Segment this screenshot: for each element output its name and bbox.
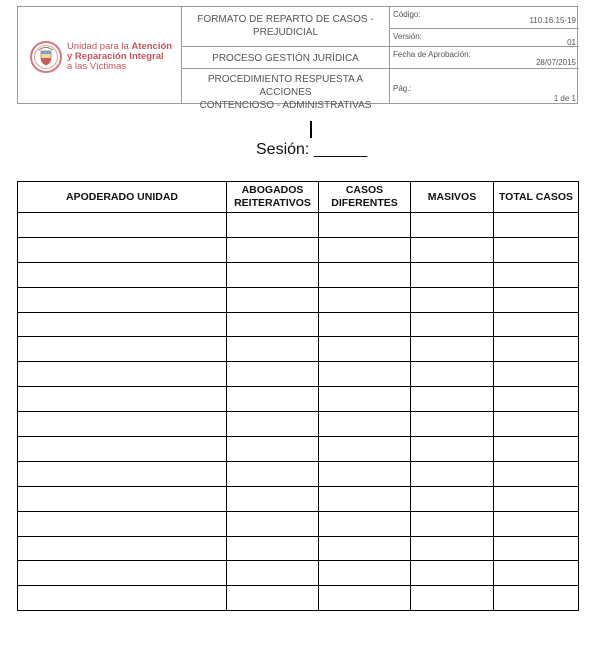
page-label: Pág.: [393, 84, 412, 93]
cell-total[interactable] [494, 262, 579, 287]
cell-masivos[interactable] [411, 511, 494, 536]
cell-casos[interactable] [319, 511, 411, 536]
cell-apoderado[interactable] [18, 287, 227, 312]
cell-masivos[interactable] [411, 262, 494, 287]
cell-total[interactable] [494, 437, 579, 462]
cell-casos[interactable] [319, 387, 411, 412]
table-body [18, 213, 579, 611]
cell-casos[interactable] [319, 536, 411, 561]
logo-wordmark: Unidad para la Atención y Reparación Integral a las Víctimas [67, 41, 173, 72]
cell-total[interactable] [494, 237, 579, 262]
document-header [17, 6, 578, 111]
cell-masivos[interactable] [411, 461, 494, 486]
cell-masivos[interactable] [411, 312, 494, 337]
cell-total[interactable] [494, 387, 579, 412]
column-header-masivos: MASIVOS [411, 182, 494, 213]
logo-cell [18, 7, 181, 103]
approval-date-field [390, 47, 579, 69]
cell-apoderado[interactable] [18, 586, 227, 611]
cell-casos[interactable] [319, 312, 411, 337]
code-value: 110.16.15-19 [529, 16, 576, 25]
cell-abogados[interactable] [227, 312, 319, 337]
table-row [18, 486, 579, 511]
process-name: PROCESO GESTIÓN JURÍDICA [212, 53, 359, 64]
text-cursor [310, 121, 312, 138]
cell-total[interactable] [494, 586, 579, 611]
cell-total[interactable] [494, 213, 579, 238]
cell-casos[interactable] [319, 337, 411, 362]
cell-apoderado[interactable] [18, 412, 227, 437]
cell-abogados[interactable] [227, 511, 319, 536]
cell-masivos[interactable] [411, 237, 494, 262]
coat-of-arms-icon [30, 41, 62, 73]
table-row [18, 536, 579, 561]
column-header-abogados: ABOGADOS REITERATIVOS [227, 182, 319, 213]
table-row [18, 237, 579, 262]
cell-casos[interactable] [319, 586, 411, 611]
cell-apoderado[interactable] [18, 213, 227, 238]
cell-abogados[interactable] [227, 536, 319, 561]
table-row [18, 337, 579, 362]
page-field [390, 69, 579, 103]
cell-apoderado[interactable] [18, 536, 227, 561]
cell-total[interactable] [494, 362, 579, 387]
cell-masivos[interactable] [411, 412, 494, 437]
cell-apoderado[interactable] [18, 511, 227, 536]
cell-apoderado[interactable] [18, 337, 227, 362]
document-title: FORMATO DE REPARTO DE CASOS - PREJUDICIAL [197, 14, 374, 38]
table-row [18, 312, 579, 337]
table-row [18, 586, 579, 611]
cell-total[interactable] [494, 412, 579, 437]
cell-abogados[interactable] [227, 412, 319, 437]
cell-abogados[interactable] [227, 287, 319, 312]
cell-casos[interactable] [319, 461, 411, 486]
version-value: 01 [567, 38, 576, 47]
approval-date-label: Fecha de Aprobación: [393, 50, 471, 59]
case-distribution-table [17, 181, 579, 611]
column-header-casos: CASOS DIFERENTES [319, 182, 411, 213]
cell-casos[interactable] [319, 237, 411, 262]
organization-logo [30, 41, 176, 75]
cell-abogados[interactable] [227, 262, 319, 287]
cell-masivos[interactable] [411, 536, 494, 561]
cell-masivos[interactable] [411, 561, 494, 586]
session-label[interactable]: Sesión: ______ [256, 141, 368, 158]
cell-apoderado[interactable] [18, 362, 227, 387]
approval-date-value: 28/07/2015 [535, 58, 576, 67]
cell-abogados[interactable] [227, 461, 319, 486]
version-label: Versión: [393, 32, 422, 41]
cell-casos[interactable] [319, 412, 411, 437]
cell-apoderado[interactable] [18, 561, 227, 586]
code-label: Código: [393, 10, 421, 19]
cell-abogados[interactable] [227, 337, 319, 362]
cell-total[interactable] [494, 561, 579, 586]
cell-abogados[interactable] [227, 237, 319, 262]
cell-abogados[interactable] [227, 387, 319, 412]
cell-total[interactable] [494, 287, 579, 312]
code-field [390, 7, 579, 29]
cell-apoderado[interactable] [18, 262, 227, 287]
cell-total[interactable] [494, 511, 579, 536]
table-row [18, 287, 579, 312]
column-header-total: TOTAL CASOS [494, 182, 579, 213]
cell-masivos[interactable] [411, 437, 494, 462]
cell-abogados[interactable] [227, 486, 319, 511]
cell-masivos[interactable] [411, 387, 494, 412]
cell-abogados[interactable] [227, 561, 319, 586]
cell-abogados[interactable] [227, 437, 319, 462]
cell-casos[interactable] [319, 486, 411, 511]
cell-total[interactable] [494, 337, 579, 362]
cell-masivos[interactable] [411, 586, 494, 611]
table-row [18, 387, 579, 412]
cell-masivos[interactable] [411, 337, 494, 362]
cell-total[interactable] [494, 461, 579, 486]
table-row [18, 511, 579, 536]
cell-masivos[interactable] [411, 287, 494, 312]
cell-apoderado[interactable] [18, 312, 227, 337]
cell-apoderado[interactable] [18, 437, 227, 462]
cell-masivos[interactable] [411, 213, 494, 238]
version-field [390, 29, 579, 47]
cell-total[interactable] [494, 536, 579, 561]
cell-apoderado[interactable] [18, 237, 227, 262]
cell-casos[interactable] [319, 437, 411, 462]
cell-apoderado[interactable] [18, 387, 227, 412]
cell-apoderado[interactable] [18, 486, 227, 511]
cell-abogados[interactable] [227, 586, 319, 611]
cell-masivos[interactable] [411, 362, 494, 387]
cell-abogados[interactable] [227, 362, 319, 387]
page-value: 1 de 1 [553, 94, 576, 103]
cell-casos[interactable] [319, 262, 411, 287]
table-row [18, 437, 579, 462]
cell-casos[interactable] [319, 213, 411, 238]
cell-casos[interactable] [319, 287, 411, 312]
cell-apoderado[interactable] [18, 461, 227, 486]
cell-casos[interactable] [319, 362, 411, 387]
procedure-name: PROCEDIMIENTO RESPUESTA A ACCIONES CONTENCIOSO - ADMINISTRATIVAS [199, 74, 372, 111]
table-row [18, 362, 579, 387]
table-row [18, 262, 579, 287]
cell-abogados[interactable] [227, 213, 319, 238]
column-header-apoderado: APODERADO UNIDAD [18, 182, 227, 213]
cell-total[interactable] [494, 312, 579, 337]
table-row [18, 412, 579, 437]
table-row [18, 213, 579, 238]
table-row [18, 561, 579, 586]
cell-casos[interactable] [319, 561, 411, 586]
table-row [18, 461, 579, 486]
cell-masivos[interactable] [411, 486, 494, 511]
table-header-row [18, 182, 579, 213]
cell-total[interactable] [494, 486, 579, 511]
